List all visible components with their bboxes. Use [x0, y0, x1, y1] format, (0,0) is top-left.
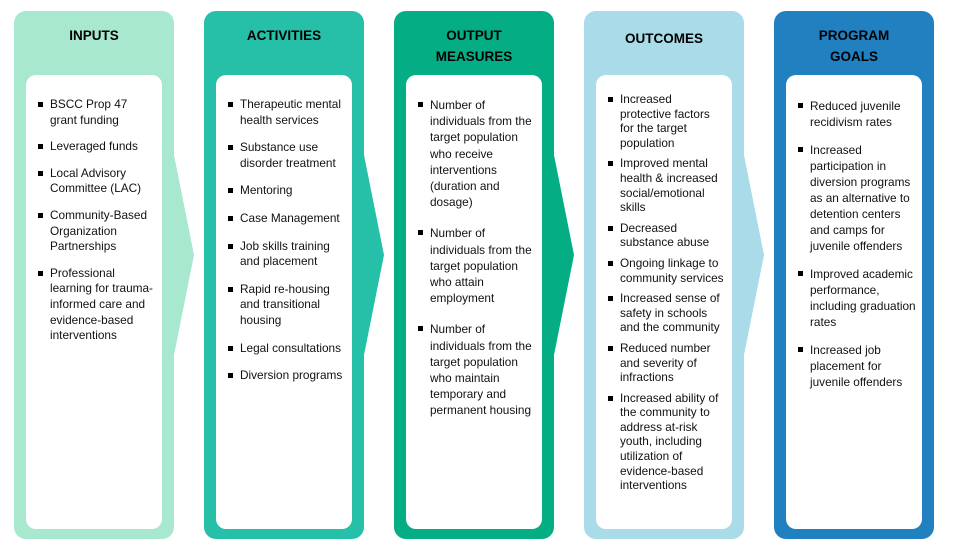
list-item: Ongoing linkage to community services — [606, 256, 726, 285]
activities-column — [204, 11, 364, 539]
column-title: OUTPUT MEASURES — [435, 28, 513, 64]
list-item: Diversion programs — [226, 368, 346, 384]
column-title: OUTCOMES — [624, 31, 703, 46]
list-item: Improved academic performance, including graduation rates — [796, 266, 916, 330]
list-item: Decreased substance abuse — [606, 221, 726, 250]
list-item: Improved mental health & increased social/emotional skills — [606, 156, 726, 214]
program-goals-column — [774, 11, 934, 539]
output-measures-panel — [406, 75, 542, 529]
list-item: BSCC Prop 47 grant funding — [36, 97, 156, 128]
inputs-list — [36, 97, 156, 355]
column-title: INPUTS — [69, 28, 119, 43]
outcomes-column — [584, 11, 744, 539]
list-item: Number of individuals from the target population who attain employment — [416, 225, 536, 306]
list-item: Increased job placement for juvenile offenders — [796, 342, 916, 390]
outcomes-panel — [596, 75, 732, 529]
flow-arrow-activities-to-outputs — [362, 145, 384, 365]
activities-panel — [216, 75, 352, 529]
list-item: Community-Based Organization Partnerships — [36, 208, 156, 255]
list-item: Job skills training and placement — [226, 239, 346, 270]
output-measures-column — [394, 11, 554, 539]
list-item: Number of individuals from the target population who receive interventions (duration and dosage) — [416, 97, 536, 210]
inputs-panel — [26, 75, 162, 529]
list-item: Reduced number and severity of infractions — [606, 341, 726, 385]
program-goals-panel — [786, 75, 922, 529]
list-item: Leveraged funds — [36, 139, 156, 155]
column-title: PROGRAM GOALS — [818, 28, 890, 64]
list-item: Local Advisory Committee (LAC) — [36, 166, 156, 197]
list-item: Number of individuals from the target population who maintain temporary and permanent housing — [416, 321, 536, 418]
outcomes-list — [606, 92, 726, 499]
list-item: Rapid re-housing and transitional housing — [226, 282, 346, 329]
activities-list — [226, 97, 346, 396]
list-item: Increased ability of the community to address at-risk youth, including utilization of evidence-based interventions — [606, 391, 726, 493]
list-item: Professional learning for trauma-informed care and evidence-based interventions — [36, 266, 156, 344]
list-item: Substance use disorder treatment — [226, 140, 346, 171]
list-item: Increased participation in diversion programs as an alternative to detention centers and camps for juvenile offenders — [796, 142, 916, 254]
list-item: Increased sense of safety in schools and the community — [606, 291, 726, 335]
list-item: Mentoring — [226, 183, 346, 199]
program-goals-list — [796, 98, 916, 402]
flow-arrow-outcomes-to-goals — [742, 145, 764, 365]
list-item: Increased protective factors for the target population — [606, 92, 726, 150]
flow-arrow-inputs-to-activities — [172, 145, 194, 365]
flow-arrow-outputs-to-outcomes — [552, 145, 574, 365]
column-title: ACTIVITIES — [246, 28, 322, 43]
inputs-column — [14, 11, 174, 539]
output-measures-list — [416, 97, 536, 434]
list-item: Legal consultations — [226, 341, 346, 357]
list-item: Case Management — [226, 211, 346, 227]
list-item: Therapeutic mental health services — [226, 97, 346, 128]
list-item: Reduced juvenile recidivism rates — [796, 98, 916, 130]
